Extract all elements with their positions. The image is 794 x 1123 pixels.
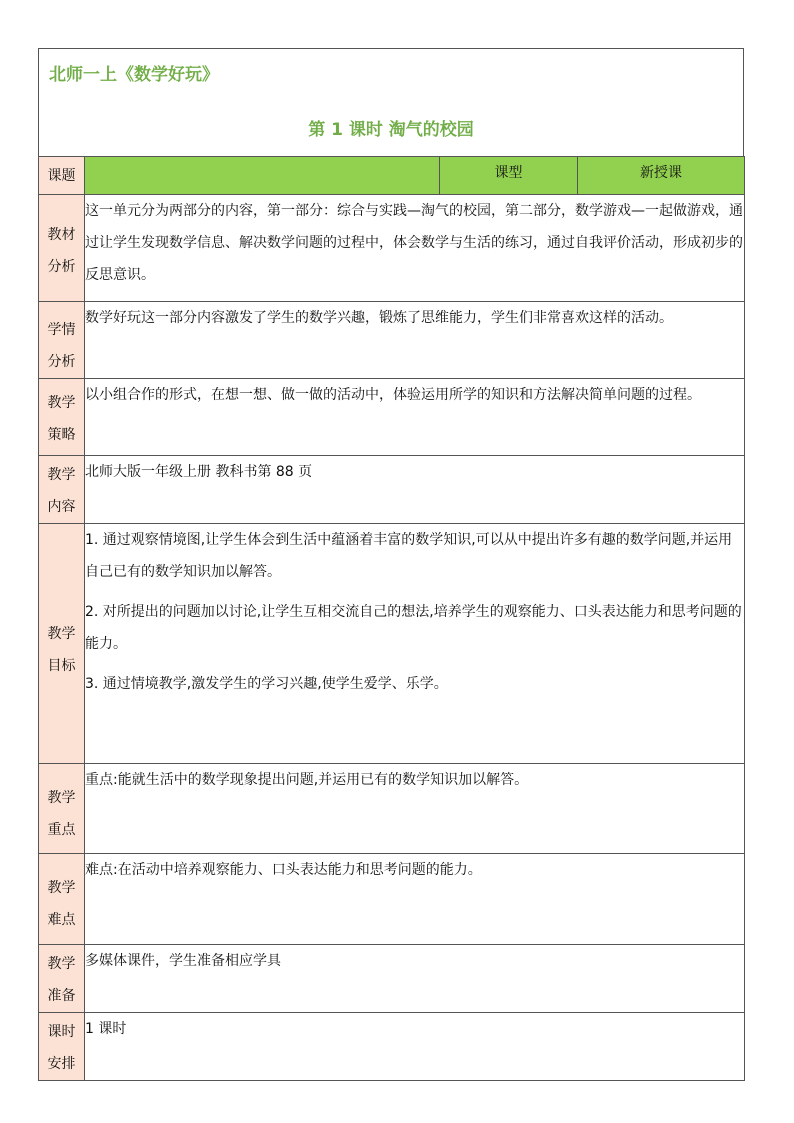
student-analysis-text: 数学好玩这一部分内容激发了学生的数学兴趣，锻炼了思维能力，学生们非常喜欢这样的活动。 xyxy=(85,302,745,379)
lesson-type-value: 新授课 xyxy=(578,157,745,195)
goal-item-2: 2. 对所提出的问题加以讨论,让学生互相交流自己的想法,培养学生的观察能力、口头表达能力和思考问题的能力。 xyxy=(85,604,742,652)
row-preparation xyxy=(39,945,745,1013)
topic-row xyxy=(39,157,745,195)
row-label-teaching-goals: 教学 目标 xyxy=(39,524,85,764)
row-material-analysis xyxy=(39,195,745,302)
row-label-key-points: 教学 重点 xyxy=(39,764,85,854)
row-difficulties xyxy=(39,854,745,945)
row-teaching-content xyxy=(39,456,745,524)
row-schedule xyxy=(39,1013,745,1081)
row-label-student-analysis: 学情 分析 xyxy=(39,302,85,379)
goal-item-3: 3. 通过情境教学,激发学生的学习兴趣,使学生爱学、乐学。 xyxy=(85,676,448,692)
row-label-topic: 课题 xyxy=(39,157,85,195)
teaching-strategy-text: 以小组合作的形式，在想一想、做一做的活动中，体验运用所学的知识和方法解决简单问题的过程。 xyxy=(85,379,745,456)
lesson-plan-sheet xyxy=(38,48,744,1081)
row-label-difficulties: 教学 难点 xyxy=(39,854,85,945)
schedule-text: 1 课时 xyxy=(85,1013,745,1081)
document-title: 北师一上《数学好玩》 xyxy=(49,65,219,85)
key-points-text: 重点:能就生活中的数学现象提出问题,并运用已有的数学知识加以解答。 xyxy=(85,764,745,854)
topic-value-cell xyxy=(85,157,440,195)
row-student-analysis xyxy=(39,302,745,379)
lesson-type-label: 课型 xyxy=(440,157,578,195)
goal-item-1: 1. 通过观察情境图,让学生体会到生活中蕴涵着丰富的数学知识,可以从中提出许多有趣的数学问题,并运用自己已有的数学知识加以解答。 xyxy=(85,532,733,580)
preparation-text: 多媒体课件，学生准备相应学具 xyxy=(85,945,745,1013)
row-teaching-strategy xyxy=(39,379,745,456)
row-label-schedule: 课时 安排 xyxy=(39,1013,85,1081)
title-block xyxy=(38,48,744,156)
row-label-teaching-content: 教学 内容 xyxy=(39,456,85,524)
material-analysis-text: 这一单元分为两部分的内容，第一部分：综合与实践—淘气的校园，第二部分，数学游戏—一起做游戏，通过让学生发现数学信息、解决数学问题的过程中，体会数学与生活的练习，通过自我评价活动，形成初步的反思意识。 xyxy=(85,195,745,302)
row-teaching-goals xyxy=(39,524,745,764)
teaching-content-text: 北师大版一年级上册 教科书第 88 页 xyxy=(85,456,745,524)
row-key-points xyxy=(39,764,745,854)
difficulties-text: 难点:在活动中培养观察能力、口头表达能力和思考问题的能力。 xyxy=(85,854,745,945)
row-label-teaching-strategy: 教学 策略 xyxy=(39,379,85,456)
row-label-preparation: 教学 准备 xyxy=(39,945,85,1013)
lesson-title: 第 1 课时 淘气的校园 xyxy=(308,120,474,140)
teaching-goals-cell xyxy=(85,524,745,764)
lesson-plan-table xyxy=(38,156,745,1081)
row-label-material-analysis: 教材 分析 xyxy=(39,195,85,302)
